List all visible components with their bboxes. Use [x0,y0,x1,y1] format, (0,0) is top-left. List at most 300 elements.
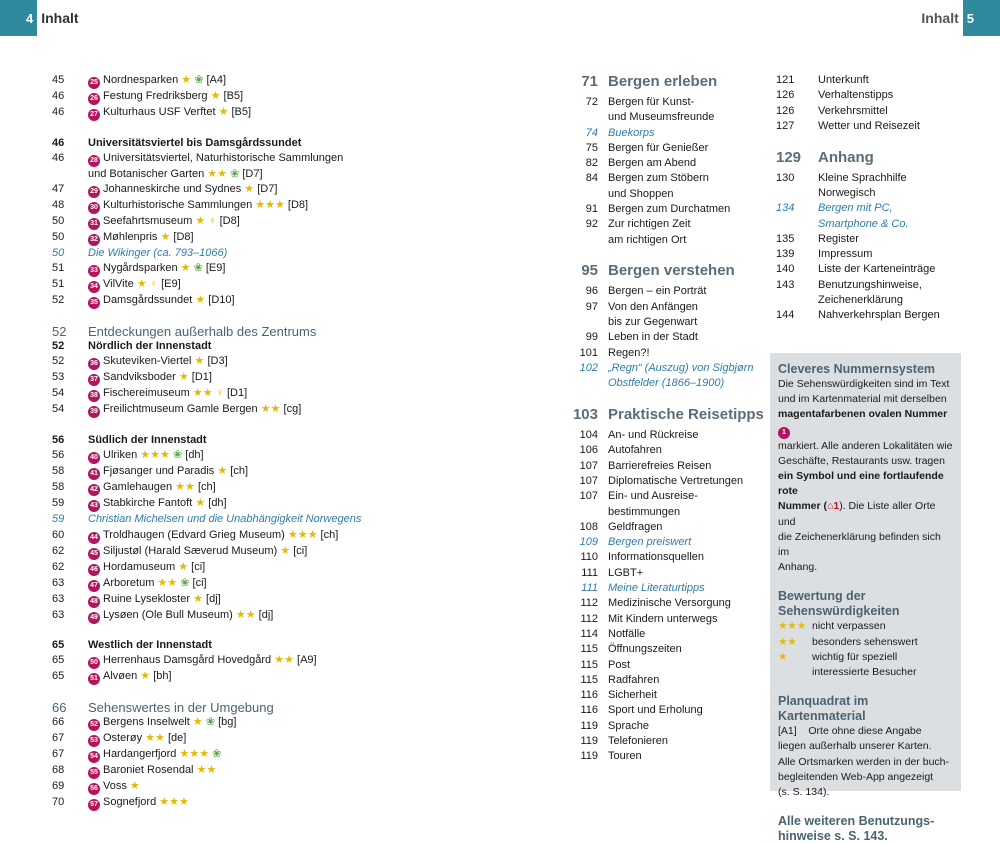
toc-entry-text: und Museumsfreunde [608,111,715,124]
nature-icon: ❀ [205,716,216,729]
right-page-header [917,0,1000,36]
toc-entry[interactable] [560,284,770,299]
toc-entry[interactable] [560,489,770,504]
toc-page-number: 62 [52,544,65,557]
star-icon: ★ [150,449,161,462]
star-icon: ★ [307,528,318,541]
toc-entry-text: Kleine Sprachhilfe [818,171,907,184]
toc-entry-text: LGBT+ [608,566,644,579]
info-text: Alle Ortsmarken werden in der buch- [778,755,949,768]
toc-entry[interactable] [560,642,770,657]
toc-entry[interactable] [560,703,770,718]
toc-entry-text: Bergen für Kunst- [608,96,695,108]
sight-number-badge: 48 [88,596,100,608]
toc-entry[interactable] [560,376,770,391]
toc-entry-label: Bergens Inselwelt ★ ❀ [bg] [103,716,237,729]
toc-entry[interactable] [560,459,770,474]
toc-entry[interactable] [52,324,382,339]
toc-entry-text: Autofahren [608,444,662,457]
toc-entry[interactable] [52,779,382,795]
toc-entry-text: Register [818,232,859,245]
sight-number-badge: 38 [88,390,100,402]
sight-number-badge: 39 [88,406,100,418]
toc-page-number: 70 [52,796,65,809]
toc-page-number: 96 [585,285,598,298]
toc-entry[interactable] [776,171,966,186]
toc-entry[interactable] [52,246,382,261]
info-text: Geschäfte, Restaurants usw. tragen [778,454,945,467]
star-icon: ★ [160,231,171,244]
toc-entry[interactable] [52,576,382,592]
toc-entry-text [88,73,382,89]
toc-page-number: 52 [52,340,65,353]
toc-entry[interactable] [52,731,382,747]
toc-entry[interactable] [560,612,770,627]
toc-page-number: 115 [580,643,598,656]
toc-entry-text: Liste der Karteneinträge [818,263,936,276]
toc-entry-text [88,105,382,121]
toc-entry[interactable] [52,293,382,309]
toc-entry[interactable] [52,89,382,105]
toc-entry-text: Bergen erleben [608,73,718,90]
toc-entry-text: Diplomatische Vertretungen [608,474,744,487]
toc-entry-text [88,779,382,795]
toc-page-number: 82 [585,157,598,170]
toc-entry[interactable] [560,443,770,458]
toc-entry[interactable] [560,187,770,202]
toc-entry[interactable] [560,535,770,550]
toc-entry[interactable] [52,544,382,560]
nature-icon: ❀ [194,74,204,86]
toc-entry[interactable] [52,370,382,386]
toc-entry[interactable] [560,428,770,443]
toc-entry-text: und Botanischer Garten ★★ ❀ [D7] [88,167,263,180]
toc-entry[interactable] [560,505,770,520]
toc-entry-text [88,370,382,386]
star-icon: ★ [136,278,147,291]
sight-number-badge: 37 [88,374,100,386]
toc-page-number: 104 [579,429,598,442]
toc-entry[interactable] [52,560,382,576]
toc-entry[interactable] [560,262,770,280]
toc-entry-text [88,715,382,731]
toc-entry[interactable] [52,638,382,653]
info-text: Die Sehenswürdigkeiten sind im Text [778,378,950,390]
toc-entry-text: Anhang [818,148,874,166]
toc-column-2 [560,73,770,765]
star-icon: ★ [194,355,205,368]
toc-page-number [560,233,608,248]
sight-number-badge: 53 [88,735,100,747]
toc-entry-label: Troldhaugen (Edvard Grieg Museum) ★★★ [ch] [103,528,339,541]
toc-entry[interactable] [776,247,966,262]
star-icon: ★ [217,167,227,180]
toc-entry-text: Die Wikinger (ca. 793–1066) [88,247,228,260]
info-text: markiert. Alle anderen Lokalitäten wie [778,439,953,452]
toc-entry-text [88,763,382,779]
toc-page-number: 129 [776,148,802,166]
toc-page-number: 119 [580,750,598,763]
toc-entry[interactable] [52,73,382,89]
toc-page-number: 115 [580,658,598,671]
star-icon: ★ [175,481,186,494]
toc-page-number: 52 [52,323,67,339]
toc-page-number: 97 [585,300,598,313]
toc-entry[interactable] [776,278,966,293]
toc-page-number: 67 [52,732,65,745]
toc-entry-text: Bergen zum Durchatmen [608,203,731,216]
toc-entry[interactable] [52,105,382,121]
info-text [778,407,954,438]
star-icon: ★ [244,183,255,196]
toc-entry[interactable] [560,520,770,535]
toc-entry[interactable] [52,747,382,763]
legend-label: nicht verpassen [812,620,886,633]
toc-entry-text [88,293,382,309]
star-icon: ★ [193,592,203,605]
sight-number-badge: 40 [88,452,100,464]
sight-number-badge: 46 [88,564,100,576]
info-text: begleitenden Web-App angezeigt [778,770,934,783]
toc-entry[interactable] [776,293,966,308]
star-icon: ★ [155,732,165,745]
toc-entry-text [88,560,382,576]
toc-entry-label: VilVite ★ ♀ [E9] [103,278,181,291]
toc-page-number: 65 [52,670,65,683]
toc-entry-text [88,402,382,418]
toc-entry-text: Obstfelder (1866–1900) [608,377,725,390]
toc-page-number: 112 [580,612,598,625]
toc-entry[interactable] [776,104,966,119]
toc-page-number: 143 [776,278,795,291]
star-icon: ★ [245,608,256,621]
toc-entry-text: Meine Literaturtipps [608,582,705,595]
toc-page-number: 119 [580,734,598,747]
rating-legend [778,619,954,680]
toc-entry-label: Hardangerfjord ★★★ ❀ [103,748,222,761]
toc-entry-text: Post [608,658,631,671]
toc-entry-text: Barrierefreies Reisen [608,459,712,472]
toc-entry-label: Ulriken ★★★ ❀ [dh] [103,449,204,462]
star-icon: ★ [169,796,180,809]
toc-page-number: 92 [585,218,598,231]
star-icon: ★ [180,262,191,275]
toc-entry-label: Alvøen ★ [bh] [103,670,172,683]
toc-column-3 [776,73,966,324]
toc-entry-text [88,277,382,293]
toc-entry[interactable] [560,734,770,749]
legend-row [778,619,954,634]
toc-entry[interactable] [52,592,382,608]
toc-entry[interactable] [52,653,382,669]
toc-entry[interactable] [52,339,382,354]
toc-entry[interactable] [52,715,382,731]
toc-entry-text: Medizinische Versorgung [608,597,731,610]
star-icon: ★ [185,481,195,494]
toc-entry[interactable] [52,182,382,198]
toc-page-number: 65 [52,654,65,667]
further-notes-title: Alle weiteren Benutzungs- [778,814,935,829]
toc-entry[interactable] [52,669,382,685]
toc-entry[interactable] [560,596,770,611]
nature-icon: ❀ [212,748,222,761]
toc-entry-label: Sognefjord ★★★ [103,796,189,809]
star-icon: ★ [192,716,203,729]
toc-entry[interactable] [52,151,382,167]
toc-entry[interactable] [560,474,770,489]
toc-entry[interactable] [52,433,382,448]
toc-entry-text: Bergen preiswert [608,536,692,549]
toc-page-number: 53 [52,371,65,384]
toc-entry[interactable] [560,566,770,581]
toc-entry-text: Zeichenerklärung [818,294,903,307]
toc-entry[interactable] [52,795,382,811]
toc-entry[interactable] [560,73,770,91]
toc-entry[interactable] [776,149,966,167]
toc-page-number: 52 [52,294,65,307]
toc-entry-text: Ein- und Ausreise- [608,490,698,503]
toc-entry-text [88,230,382,246]
toc-entry[interactable] [52,608,382,624]
toc-page-number: 103 [572,406,598,424]
legend-label: wichtig für speziell [812,650,898,663]
right-page-number: 5 [963,0,1000,36]
toc-entry-label: Voss ★ [103,780,140,793]
toc-entry[interactable] [52,386,382,402]
toc-entry[interactable] [560,300,770,315]
toc-entry[interactable] [52,402,382,418]
toc-entry[interactable] [52,277,382,293]
toc-entry[interactable] [776,262,966,277]
toc-entry[interactable] [560,217,770,232]
toc-entry[interactable] [560,749,770,764]
toc-entry[interactable] [560,658,770,673]
toc-entry[interactable] [560,346,770,361]
toc-entry-text [88,669,382,685]
nature-icon: ❀ [180,576,190,589]
toc-entry-text [88,795,382,811]
toc-page-number: 48 [52,199,65,212]
star-icon: ★ [195,294,206,307]
toc-page-number: 144 [776,309,795,322]
toc-entry-text: am richtigen Ort [608,233,687,246]
toc-entry-label: Stabkirche Fantoft ★ [dh] [103,497,227,510]
toc-entry-label: Fjøsanger und Paradis ★ [ch] [103,465,249,478]
toc-entry[interactable] [776,201,966,216]
toc-entry-text [88,480,382,496]
toc-entry[interactable] [52,198,382,214]
sight-number-badge: 35 [88,297,100,309]
toc-page-number: 110 [580,551,598,564]
star-icon: ★ [159,796,170,809]
star-icon: ★ [217,465,228,478]
toc-page-number: 63 [52,576,65,589]
toc-entry-text: Informationsquellen [608,551,705,564]
toc-entry[interactable] [776,73,966,88]
toc-page-number: 66 [52,716,65,729]
toc-entry[interactable] [560,126,770,141]
toc-page-number: 140 [776,263,795,276]
info-text: (s. S. 134). [778,786,830,799]
toc-page-number: 66 [52,699,67,715]
toc-entry-text: Entdeckungen außerhalb des Zentrums [88,323,317,339]
toc-page-number [776,293,818,308]
toc-entry[interactable] [560,406,770,424]
toc-entry-label: Universitätsviertel, Naturhistorische Sammlungen [103,151,344,164]
star-icon: ★ [181,74,192,86]
toc-page-number: 127 [776,119,795,132]
info-text: und im Kartenmaterial mit derselben [778,393,947,406]
toc-entry[interactable] [52,214,382,230]
toc-entry[interactable] [52,261,382,277]
toc-entry[interactable] [560,688,770,703]
toc-entry[interactable] [560,315,770,330]
toc-entry[interactable] [560,627,770,642]
star-icon: ★ [206,764,217,777]
nature-icon: ❀ [172,449,183,462]
sight-number-badge: 43 [88,500,100,512]
toc-page-number: 107 [579,459,598,472]
toc-entry-text: Sehenswertes in der Umgebung [88,699,274,715]
star-icon: ★ [129,780,140,793]
toc-page-number: 54 [52,403,65,416]
toc-column-1 [52,73,382,811]
toc-entry-text [88,731,382,747]
toc-entry-text [88,151,382,167]
toc-entry[interactable] [776,88,966,103]
toc-entry-text: Norwegisch [818,186,876,199]
toc-page-number: 84 [585,172,598,185]
toc-page-number: 135 [776,232,795,245]
info-text: die Zeichenerklärung befinden sich im [778,530,941,559]
star-icon: ★ [140,670,151,683]
info-text [778,724,954,739]
toc-entry-text: Bergen für Genießer [608,141,709,154]
toc-entry[interactable] [560,361,770,376]
star-icon: ★ [270,403,281,416]
toc-entry-text: Touren [608,750,642,763]
sight-number-badge: 26 [88,93,100,105]
toc-entry[interactable] [560,202,770,217]
toc-entry[interactable] [560,95,770,110]
sight-number-badge: 41 [88,468,100,480]
toc-page-number: 99 [585,331,598,344]
toc-entry[interactable] [52,167,382,182]
toc-entry[interactable] [52,230,382,246]
toc-page-number: 51 [52,262,65,275]
star-icon: ★ [284,654,294,667]
toc-entry[interactable] [52,700,382,715]
toc-entry-text [88,496,382,512]
toc-entry[interactable] [776,308,966,323]
toc-entry[interactable] [560,233,770,248]
toc-entry-text [88,528,382,544]
star-icon: ★ [255,199,266,212]
toc-entry[interactable] [52,136,382,151]
toc-page-number [560,376,608,391]
toc-entry-text: Öffnungszeiten [608,643,682,656]
toc-entry[interactable] [52,448,382,464]
toc-entry[interactable] [52,480,382,496]
toc-page-number: 62 [52,560,65,573]
toc-page-number: 69 [52,780,65,793]
star-icon: ★ [179,748,190,761]
toc-entry[interactable] [776,232,966,247]
star-icon: ★ [189,748,200,761]
toc-entry[interactable] [560,156,770,171]
sight-number-badge: 55 [88,767,100,779]
toc-entry-text: Bergen – ein Porträt [608,285,707,298]
toc-entry[interactable] [560,171,770,186]
sight-number-badge: 44 [88,532,100,544]
nature-icon: ❀ [230,167,240,180]
toc-entry-text: Praktische Reisetipps [608,406,764,424]
sight-number-badge: 56 [88,783,100,795]
toc-page-number: 101 [579,346,598,359]
toc-entry[interactable] [560,719,770,734]
toc-entry[interactable] [560,581,770,596]
toc-entry[interactable] [560,550,770,565]
toc-page-number: 95 [581,262,598,280]
toc-page-number: 67 [52,748,65,761]
toc-entry[interactable] [560,673,770,688]
toc-entry-text [88,89,382,105]
toc-entry[interactable] [776,119,966,134]
toc-entry-label: Damsgårdssundet ★ [D10] [103,294,235,307]
toc-page-number: 50 [52,215,65,228]
left-page-number: 4 [0,0,37,36]
sight-number-badge: 49 [88,612,100,624]
toc-page-number: 91 [585,203,598,216]
toc-page-number: 50 [52,247,65,260]
toc-page-number [776,186,818,201]
toc-page-number: 109 [579,536,598,549]
info-text-part: ). Die Liste aller Orte und [778,500,936,528]
toc-entry-text: bestimmungen [608,505,681,518]
toc-entry-label: Nordnesparken ★ ❀ [A4] [103,74,227,86]
toc-entry-label: Skuteviken-Viertel ★ [D3] [103,355,228,368]
toc-entry[interactable] [52,464,382,480]
toc-entry[interactable] [52,528,382,544]
toc-page-number: 116 [580,689,598,702]
family-icon: ♀ [149,278,159,291]
sight-number-badge: 34 [88,281,100,293]
toc-entry[interactable] [560,141,770,156]
toc-entry[interactable] [560,110,770,125]
sight-number-badge: 50 [88,657,100,669]
toc-page-number: 74 [585,126,598,139]
toc-entry-text: Südlich der Innenstadt [88,433,207,446]
toc-entry-text: Impressum [818,248,873,261]
toc-entry[interactable] [776,186,966,201]
toc-entry-text [88,608,382,624]
toc-entry[interactable] [52,354,382,370]
toc-page-number: 71 [581,73,598,90]
toc-entry[interactable] [776,217,966,232]
star-icon: ★ [167,576,178,589]
toc-entry[interactable] [560,330,770,345]
toc-page-number: 114 [580,627,598,640]
toc-page-number: 65 [52,639,65,652]
sight-number-badge: 57 [88,799,100,811]
star-icon: ★ [140,449,151,462]
toc-page-number: 46 [52,151,65,164]
toc-entry[interactable] [52,763,382,779]
toc-page-number: 54 [52,387,65,400]
rating-title: Sehenswürdigkeiten [778,604,900,619]
toc-entry[interactable] [52,512,382,527]
toc-entry[interactable] [52,496,382,512]
